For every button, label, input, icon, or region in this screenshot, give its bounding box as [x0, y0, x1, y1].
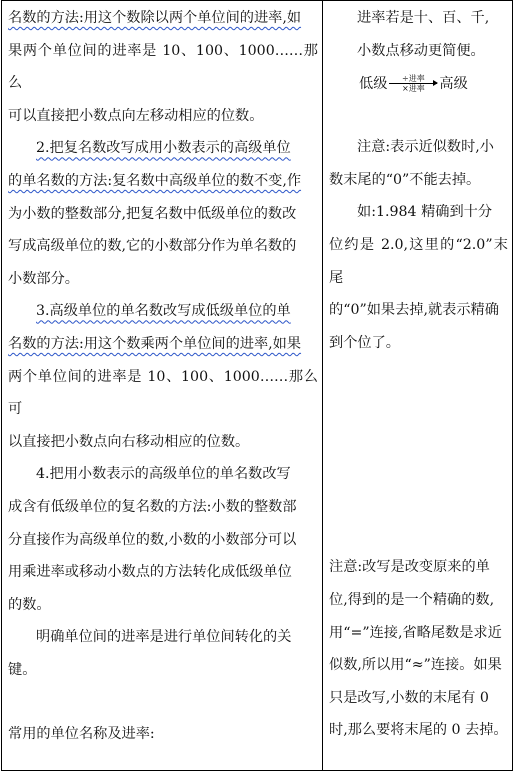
note2-line: 用“=”连接,省略尾数是求近	[329, 624, 502, 641]
text-line: 成含有低级单位的复名数的方法:小数的整数部	[8, 498, 297, 515]
note1-line: 数末尾的“0”不能去掉。	[329, 171, 481, 188]
text-line: 4.把用小数表示的高级单位的单名数改写	[36, 466, 291, 483]
text-line: 以直接把小数点向右移动相应的位数。	[8, 433, 250, 450]
example-line: 的“0”如果去掉,就表示精确	[329, 302, 499, 319]
note1-line: 注意:表示近似数时,小	[357, 139, 494, 156]
tip-line: 小数点移动更简便。	[357, 42, 485, 59]
example-line: 如:1.984 精确到十分	[357, 204, 493, 221]
arrow-bottom-label: ×进率	[402, 83, 425, 93]
right-arrow-icon	[389, 83, 437, 84]
text-line: 用乘进率或移动小数点的方法转化成低级单位	[8, 564, 292, 581]
text-line: 键。	[8, 661, 37, 678]
blank-line	[329, 455, 508, 487]
text-line: 明确单位间的进率是进行单位间转化的关	[36, 629, 292, 646]
blank-line	[329, 99, 508, 131]
text-line: 的单名数的方法:复名数中高级单位的数不变,作	[8, 172, 302, 189]
blank-line	[8, 686, 318, 718]
left-column	[2, 1, 323, 771]
note2-line: 位,得到的是一个精确的数,	[329, 591, 495, 608]
text-line: 的数。	[8, 596, 51, 613]
text-line: 果两个单位间的进率是 10、100、1000……那么	[8, 42, 318, 92]
text-line: 2.把复名数改写成用小数表示的高级单位	[36, 140, 291, 157]
formula-to: 高级	[439, 76, 468, 93]
conversion-formula	[359, 67, 508, 99]
tip-line: 进率若是十、百、千,	[357, 10, 490, 26]
formula-from: 低级	[359, 76, 388, 93]
text-line: 小数部分。	[8, 270, 79, 287]
text-line: 分直接作为高级单位的数,小数的小数部分可以	[8, 531, 297, 548]
arrow-top-label: ÷进率	[402, 73, 425, 83]
blank-line	[329, 359, 508, 391]
paragraph-1	[8, 2, 318, 132]
text-line: 名数的方法:用这个数乘两个单位间的进率,如果	[8, 335, 302, 352]
example-line: 到个位了。	[329, 334, 400, 351]
blank-line	[329, 423, 508, 455]
text-line: 名数的方法:用这个数除以两个单位间的进率,如	[8, 10, 302, 26]
blank-line	[329, 487, 508, 519]
text-line: 3.高级单位的单名数改写成低级单位的单	[36, 303, 291, 320]
text-line: 两个单位间的进率是 10、100、1000……那么可	[8, 368, 318, 418]
note2-line: 似数,所以用“≈”连接。如果	[329, 657, 502, 674]
blank-line	[329, 391, 508, 423]
text-line: 可以直接把小数点向左移动相应的位数。	[8, 107, 264, 124]
text-line: 写成高级单位的数,它的小数部分作为单名数的	[8, 238, 297, 255]
paragraph-4	[8, 458, 318, 621]
example-line: 位约是 2.0,这里的“2.0”末尾	[329, 236, 508, 286]
paragraph-2	[8, 132, 318, 295]
blank-line	[329, 519, 508, 551]
note2-line: 时,那么要将末尾的 0 去掉。	[329, 722, 508, 739]
paragraph-3	[8, 295, 318, 458]
conversion-arrow	[389, 74, 437, 93]
text-line: 为小数的整数部分,把复名数中低级单位的数改	[8, 205, 297, 222]
paragraph-6: 常用的单位名称及进率:	[8, 726, 155, 743]
document-table	[1, 0, 513, 771]
note2-line: 只是改写,小数的末尾有 0	[329, 689, 489, 706]
note2-line: 注意:改写是改变原来的单	[329, 559, 490, 576]
paragraph-5	[8, 621, 318, 686]
right-column	[323, 1, 513, 771]
